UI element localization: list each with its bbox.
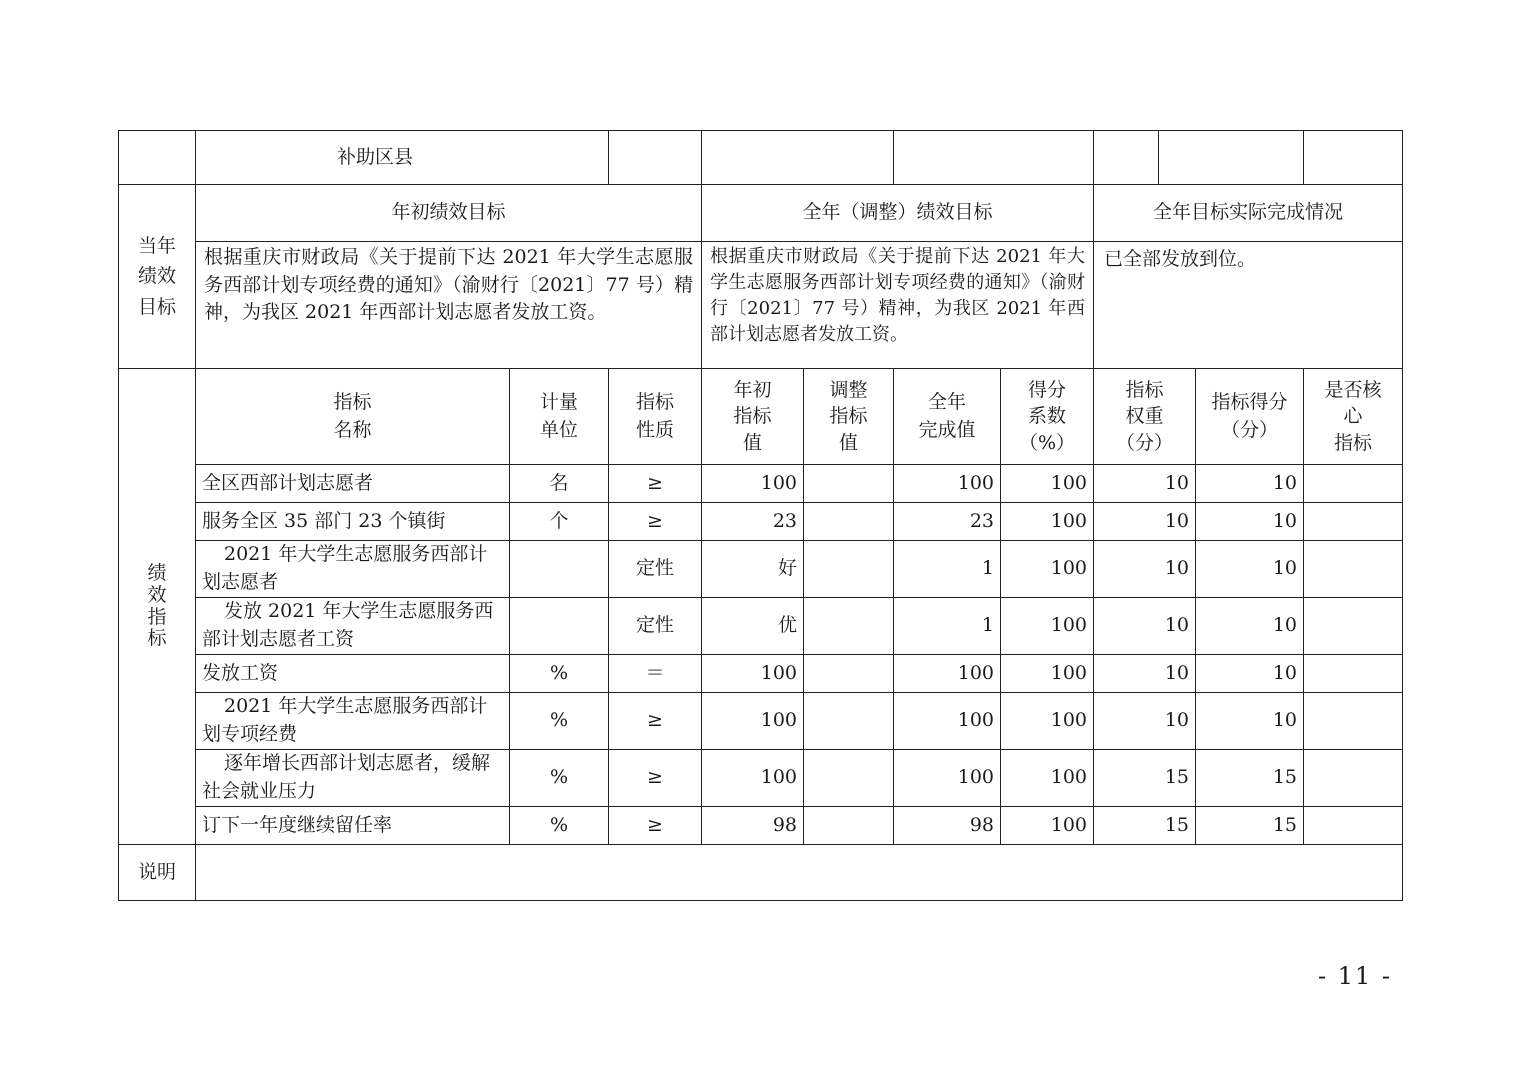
indicator-adjusted xyxy=(804,807,894,845)
indicator-weight: 10 xyxy=(1094,503,1196,541)
indicator-completed: 100 xyxy=(894,693,1001,750)
indicator-unit xyxy=(510,541,609,598)
indicator-nature: ＝ xyxy=(609,655,702,693)
indicator-unit: 名 xyxy=(510,465,609,503)
indicator-unit: % xyxy=(510,693,609,750)
table-row xyxy=(119,541,1403,598)
subsidy-cell-3 xyxy=(894,131,1094,185)
indicator-nature: 定性 xyxy=(609,541,702,598)
indicator-core xyxy=(1304,750,1403,807)
indicator-adjusted xyxy=(804,693,894,750)
actual-completion-header: 全年目标实际完成情况 xyxy=(1094,185,1403,242)
indicator-weight: 15 xyxy=(1094,807,1196,845)
page-number: - 11 - xyxy=(1317,962,1392,990)
goals-section-label: 当年 绩效 目标 xyxy=(119,185,196,369)
indicator-core xyxy=(1304,807,1403,845)
header-completed-value: 全年 完成值 xyxy=(894,369,1001,465)
indicator-score: 10 xyxy=(1196,541,1304,598)
indicator-initial: 100 xyxy=(702,750,804,807)
table-row xyxy=(119,655,1403,693)
indicator-coefficient: 100 xyxy=(1001,541,1094,598)
indicator-unit: % xyxy=(510,807,609,845)
indicator-score: 10 xyxy=(1196,598,1304,655)
header-adjusted-value: 调整 指标 值 xyxy=(804,369,894,465)
indicator-initial: 23 xyxy=(702,503,804,541)
indicator-core xyxy=(1304,503,1403,541)
header-weight: 指标 权重 （分） xyxy=(1094,369,1196,465)
indicator-completed: 23 xyxy=(894,503,1001,541)
indicator-initial: 好 xyxy=(702,541,804,598)
indicator-adjusted xyxy=(804,541,894,598)
indicator-score: 10 xyxy=(1196,655,1304,693)
subsidy-cell-2 xyxy=(702,131,894,185)
header-initial-value: 年初 指标 值 xyxy=(702,369,804,465)
indicator-completed: 100 xyxy=(894,655,1001,693)
indicator-coefficient: 100 xyxy=(1001,465,1094,503)
indicator-weight: 10 xyxy=(1094,655,1196,693)
indicator-name: 全区西部计划志愿者 xyxy=(196,465,510,503)
indicator-core xyxy=(1304,693,1403,750)
indicator-nature: ≥ xyxy=(609,465,702,503)
goals-text-row xyxy=(119,242,1403,369)
indicator-completed: 1 xyxy=(894,541,1001,598)
indicator-initial: 98 xyxy=(702,807,804,845)
subsidy-cell-1 xyxy=(609,131,702,185)
indicator-nature: ≥ xyxy=(609,750,702,807)
goals-header-row xyxy=(119,185,1403,242)
header-unit: 计量 单位 xyxy=(510,369,609,465)
indicator-coefficient: 100 xyxy=(1001,807,1094,845)
subsidy-label: 补助区县 xyxy=(196,131,609,185)
initial-goal-header: 年初绩效目标 xyxy=(196,185,702,242)
indicator-initial: 100 xyxy=(702,465,804,503)
notes-content xyxy=(196,845,1403,901)
notes-label: 说明 xyxy=(119,845,196,901)
indicator-weight: 15 xyxy=(1094,750,1196,807)
indicator-nature: ≥ xyxy=(609,693,702,750)
table-row xyxy=(119,807,1403,845)
indicator-score: 15 xyxy=(1196,807,1304,845)
indicator-name: 发放工资 xyxy=(196,655,510,693)
indicator-adjusted xyxy=(804,750,894,807)
indicator-core xyxy=(1304,598,1403,655)
indicator-coefficient: 100 xyxy=(1001,598,1094,655)
initial-goal-text: 根据重庆市财政局《关于提前下达 2021 年大学生志愿服务西部计划专项经费的通知》（渝财行〔2021〕77 号）精神，为我区 2021 年西部计划志愿者发放工资。 xyxy=(196,242,702,369)
indicator-score: 10 xyxy=(1196,693,1304,750)
indicator-adjusted xyxy=(804,598,894,655)
indicator-core xyxy=(1304,655,1403,693)
subsidy-cell-5 xyxy=(1159,131,1304,185)
header-core: 是否核 心 指标 xyxy=(1304,369,1403,465)
indicator-completed: 1 xyxy=(894,598,1001,655)
indicator-completed: 98 xyxy=(894,807,1001,845)
indicator-core xyxy=(1304,541,1403,598)
notes-row xyxy=(119,845,1403,901)
indicator-coefficient: 100 xyxy=(1001,693,1094,750)
adjusted-goal-header: 全年（调整）绩效目标 xyxy=(702,185,1094,242)
indicator-name: 发放 2021 年大学生志愿服务西部计划志愿者工资 xyxy=(196,598,510,655)
indicator-weight: 10 xyxy=(1094,693,1196,750)
indicator-name: 服务全区 35 部门 23 个镇街 xyxy=(196,503,510,541)
indicator-nature: ≥ xyxy=(609,807,702,845)
indicator-adjusted xyxy=(804,465,894,503)
indicator-header-row xyxy=(119,369,1403,465)
subsidy-cell-6 xyxy=(1304,131,1403,185)
indicator-coefficient: 100 xyxy=(1001,750,1094,807)
actual-completion-text: 已全部发放到位。 xyxy=(1094,242,1403,369)
indicator-weight: 10 xyxy=(1094,598,1196,655)
indicator-nature: 定性 xyxy=(609,598,702,655)
indicator-core xyxy=(1304,465,1403,503)
subsidy-blank-cell xyxy=(119,131,196,185)
header-coefficient: 得分 系数 （%） xyxy=(1001,369,1094,465)
indicator-coefficient: 100 xyxy=(1001,503,1094,541)
indicator-adjusted xyxy=(804,503,894,541)
performance-table xyxy=(118,130,1403,901)
indicator-score: 10 xyxy=(1196,465,1304,503)
indicator-weight: 10 xyxy=(1094,541,1196,598)
indicator-adjusted xyxy=(804,655,894,693)
table-row xyxy=(119,503,1403,541)
indicator-initial: 100 xyxy=(702,693,804,750)
indicator-unit: 个 xyxy=(510,503,609,541)
indicator-name: 逐年增长西部计划志愿者，缓解社会就业压力 xyxy=(196,750,510,807)
indicator-unit: % xyxy=(510,750,609,807)
indicator-score: 10 xyxy=(1196,503,1304,541)
indicator-initial: 100 xyxy=(702,655,804,693)
indicator-unit: % xyxy=(510,655,609,693)
header-indicator-name: 指标 名称 xyxy=(196,369,510,465)
table-row xyxy=(119,693,1403,750)
indicators-section-label: 绩 效 指 标 xyxy=(119,369,196,845)
indicator-unit xyxy=(510,598,609,655)
indicator-coefficient: 100 xyxy=(1001,655,1094,693)
indicator-nature: ≥ xyxy=(609,503,702,541)
table-row xyxy=(119,465,1403,503)
table-row xyxy=(119,750,1403,807)
indicator-score: 15 xyxy=(1196,750,1304,807)
subsidy-row xyxy=(119,131,1403,185)
indicator-name: 订下一年度继续留任率 xyxy=(196,807,510,845)
subsidy-cell-4 xyxy=(1094,131,1159,185)
indicator-name: 2021 年大学生志愿服务西部计划志愿者 xyxy=(196,541,510,598)
header-score: 指标得分 （分） xyxy=(1196,369,1304,465)
indicator-weight: 10 xyxy=(1094,465,1196,503)
indicator-completed: 100 xyxy=(894,465,1001,503)
adjusted-goal-text: 根据重庆市财政局《关于提前下达 2021 年大学生志愿服务西部计划专项经费的通知》（渝财行〔2021〕77 号）精神，为我区 2021 年西部计划志愿者发放工资。 xyxy=(702,242,1094,369)
indicator-initial: 优 xyxy=(702,598,804,655)
table-row xyxy=(119,598,1403,655)
indicator-completed: 100 xyxy=(894,750,1001,807)
indicator-name: 2021 年大学生志愿服务西部计划专项经费 xyxy=(196,693,510,750)
header-nature: 指标 性质 xyxy=(609,369,702,465)
